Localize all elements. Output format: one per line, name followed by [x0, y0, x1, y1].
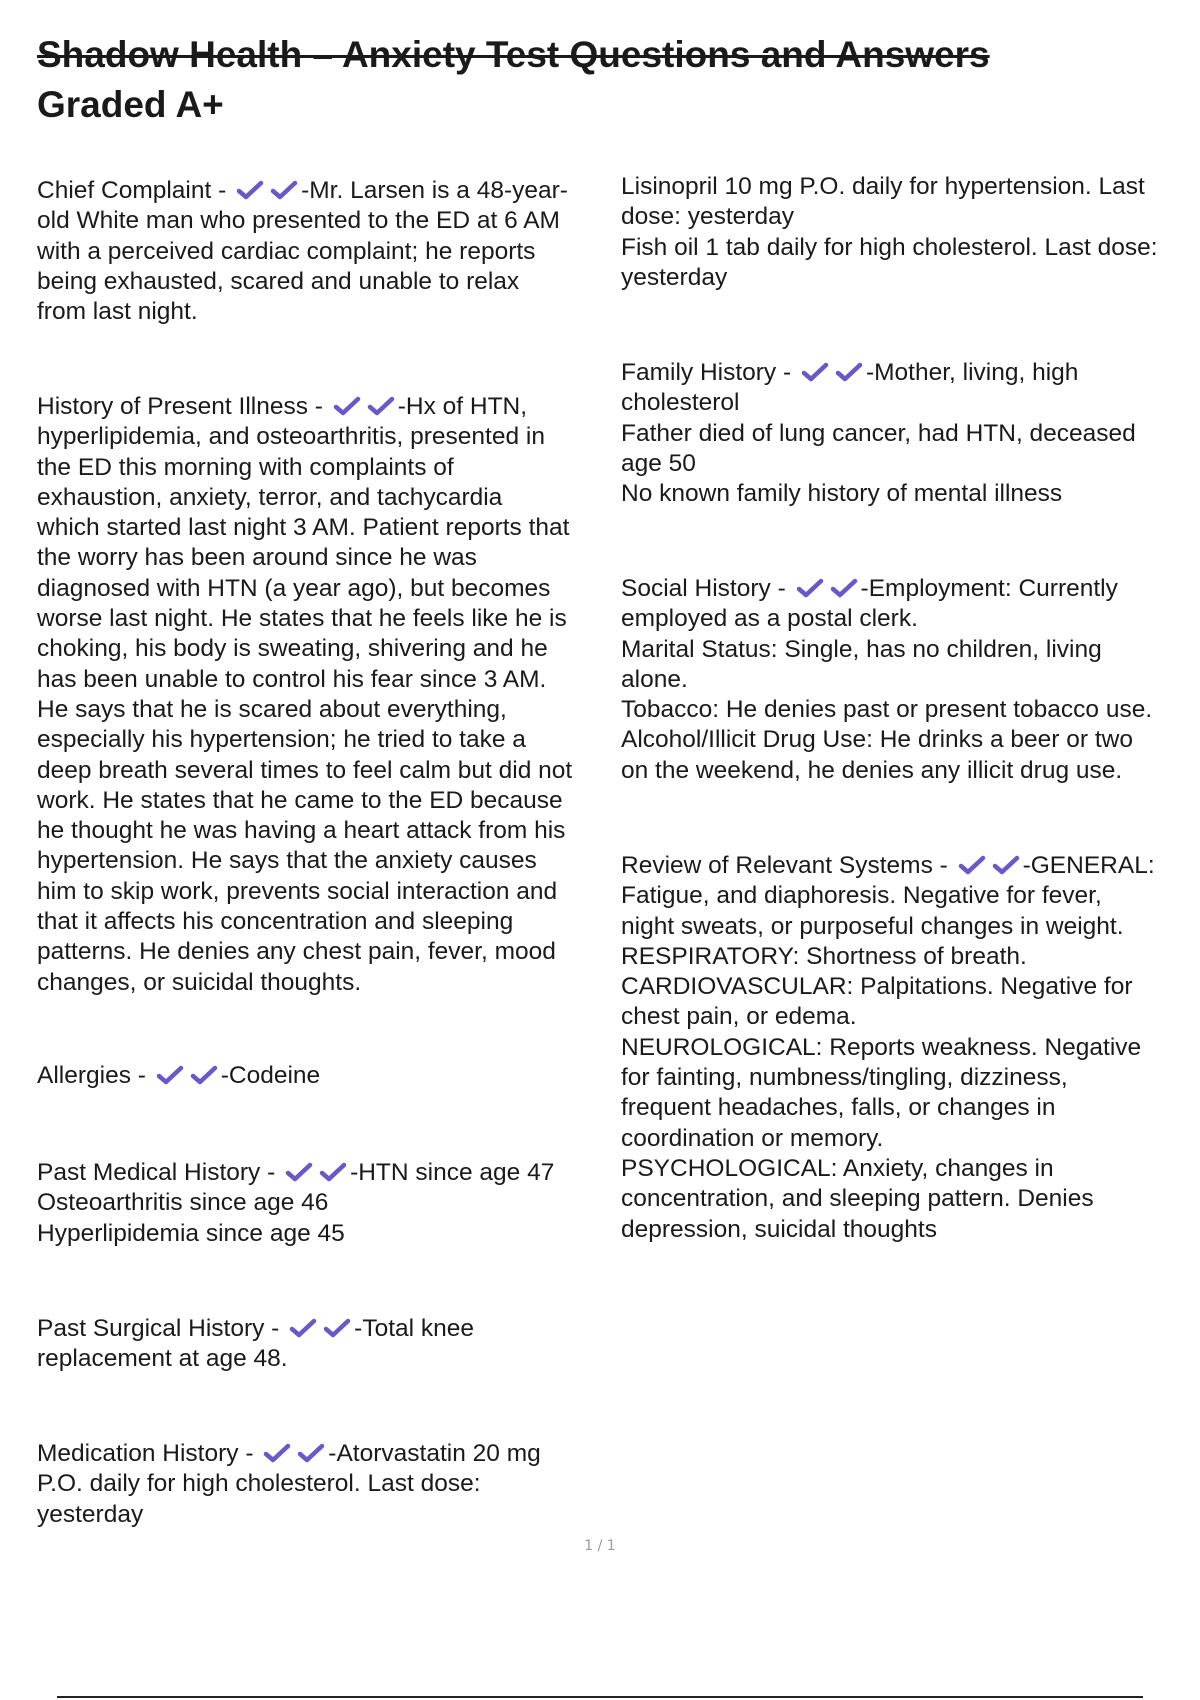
section-line: choking, his body is sweating, shivering and he: [37, 635, 548, 663]
section-line: worse last night. He states that he feels like he is: [37, 605, 567, 633]
checkmark-icon: [287, 1317, 319, 1339]
checkmark-icon: [234, 179, 266, 201]
section-line: changes, or suicidal thoughts.: [37, 968, 362, 996]
section-first-line-text: -Mr. Larsen is a 48-year-: [301, 177, 568, 204]
section-line: has been unable to control his fear since 3 AM.: [37, 665, 547, 693]
section-first-line: [37, 392, 617, 422]
section-line: the worry has been around since he was: [37, 544, 477, 572]
section-line: replacement at age 48.: [37, 1345, 288, 1373]
section-line: Fish oil 1 tab daily for high cholesterol. Last dose:: [621, 233, 1158, 261]
section-label: Past Medical History -: [37, 1159, 283, 1186]
section-line: employed as a postal clerk.: [621, 605, 918, 633]
section-line: P.O. daily for high cholesterol. Last dose:: [37, 1470, 481, 1498]
section-line: being exhausted, scared and unable to relax: [37, 267, 520, 295]
section-first-line-text: -GENERAL:: [1022, 852, 1155, 879]
section-line: patterns. He denies any chest pain, fever, mood: [37, 938, 556, 966]
section-medication-history: [37, 1439, 617, 1530]
section-line: diagnosed with HTN (a year ago), but becomes: [37, 574, 551, 602]
section-first-line: [37, 1158, 617, 1188]
checkmark-icon: [990, 854, 1022, 876]
checkmark-icon: [799, 361, 831, 383]
section-line: Marital Status: Single, has no children, living: [621, 635, 1102, 663]
title-line-1: Shadow Health – Anxiety Test Questions and Answers: [37, 34, 990, 75]
section-first-line: [37, 1439, 617, 1469]
section-first-line-text: -HTN since age 47: [350, 1159, 555, 1186]
section-first-line: [37, 1061, 617, 1091]
section-line: cholesterol: [621, 389, 740, 417]
section-label: Past Surgical History -: [37, 1315, 287, 1342]
section-line: No known family history of mental illness: [621, 480, 1063, 508]
section-line: hyperlipidemia, and osteoarthritis, presented in: [37, 423, 545, 451]
checkmark-icon: [154, 1064, 186, 1086]
section-first-line-text: -Total knee: [354, 1315, 475, 1342]
section-first-line-text: -Codeine: [220, 1062, 321, 1089]
section-line: hypertension. He says that the anxiety causes: [37, 847, 537, 875]
section-first-line-text: -Hx of HTN,: [397, 393, 528, 420]
section-first-line-text: -Employment: Currently: [860, 575, 1118, 602]
section-line: especially his hypertension; he tried to take a: [37, 726, 526, 754]
section-line: on the weekend, he denies any illicit drug use.: [621, 756, 1123, 784]
section-line: old White man who presented to the ED at 6 AM: [37, 207, 560, 235]
section-line: Fatigue, and diaphoresis. Negative for fever,: [621, 882, 1102, 910]
section-first-line: [621, 851, 1200, 881]
section-first-line-text: -Atorvastatin 20 mg: [328, 1440, 541, 1467]
section-allergies: [37, 1061, 617, 1091]
checkmark-icon: [283, 1161, 315, 1183]
section-medication-continued: [621, 172, 1200, 293]
section-line: from last night.: [37, 298, 198, 326]
section-line: age 50: [621, 449, 696, 477]
section-line: NEUROLOGICAL: Reports weakness. Negative: [621, 1033, 1142, 1061]
section-line: yesterday: [621, 263, 728, 291]
checkmark-icon: [317, 1161, 349, 1183]
section-label: Family History -: [621, 359, 798, 386]
section-line: he thought he was having a heart attack from his: [37, 817, 566, 845]
section-past-surgical-history: [37, 1314, 617, 1375]
section-hpi: [37, 392, 617, 998]
section-first-line: [621, 358, 1200, 388]
section-family-history: [621, 358, 1200, 509]
section-label: Social History -: [621, 575, 793, 602]
section-line: with a perceived cardiac complaint; he reports: [37, 237, 536, 265]
section-label: Chief Complaint -: [37, 177, 234, 204]
section-line: deep breath several times to feel calm but did not: [37, 756, 573, 784]
section-line: coordination or memory.: [621, 1124, 884, 1152]
section-line: He says that he is scared about everything,: [37, 695, 507, 723]
title-line-2: Graded A+: [37, 84, 224, 125]
document-title: [37, 30, 1157, 130]
section-first-line-text: -Mother, living, high: [865, 359, 1079, 386]
section-social-history: [621, 574, 1200, 786]
section-label: Medication History -: [37, 1440, 261, 1467]
section-line: exhaustion, anxiety, terror, and tachycardia: [37, 483, 503, 511]
section-label: History of Present Illness -: [37, 393, 330, 420]
checkmark-icon: [794, 577, 826, 599]
checkmark-icon: [365, 395, 397, 417]
section-line: Father died of lung cancer, had HTN, deceased: [621, 419, 1136, 447]
page-number: 1 / 1: [584, 1538, 616, 1554]
section-label: Review of Relevant Systems -: [621, 852, 955, 879]
section-chief-complaint: [37, 176, 617, 327]
section-line: Hyperlipidemia since age 45: [37, 1219, 345, 1247]
section-line: him to skip work, prevents social interaction and: [37, 877, 558, 905]
checkmark-icon: [331, 395, 363, 417]
section-line: Osteoarthritis since age 46: [37, 1189, 329, 1217]
checkmark-icon: [295, 1442, 327, 1464]
section-line: Tobacco: He denies past or present tobacco use.: [621, 696, 1153, 724]
checkmark-icon: [261, 1442, 293, 1464]
section-line: alone.: [621, 665, 688, 693]
section-line: Lisinopril 10 mg P.O. daily for hypertension. Last: [621, 173, 1145, 200]
section-first-line: [37, 176, 617, 206]
section-first-line: [37, 1314, 617, 1344]
section-line: frequent headaches, falls, or changes in: [621, 1094, 1056, 1122]
section-line: work. He states that he came to the ED because: [37, 786, 563, 814]
checkmark-icon: [833, 361, 865, 383]
checkmark-icon: [828, 577, 860, 599]
section-line: the ED this morning with complaints of: [37, 453, 454, 481]
section-line: concentration, and sleeping pattern. Denies: [621, 1185, 1094, 1213]
section-line: that it affects his concentration and sleeping: [37, 908, 514, 936]
section-first-line: [621, 574, 1200, 604]
checkmark-icon: [268, 179, 300, 201]
section-line: dose: yesterday: [621, 203, 794, 231]
section-line: RESPIRATORY: Shortness of breath.: [621, 942, 1027, 970]
checkmark-icon: [188, 1064, 220, 1086]
checkmark-icon: [956, 854, 988, 876]
section-line: depression, suicidal thoughts: [621, 1215, 937, 1243]
section-line: PSYCHOLOGICAL: Anxiety, changes in: [621, 1154, 1054, 1182]
section-line: CARDIOVASCULAR: Palpitations. Negative for: [621, 973, 1133, 1001]
section-line: night sweats, or purposeful changes in weight.: [621, 912, 1124, 940]
section-line: which started last night 3 AM. Patient reports that: [37, 514, 570, 542]
section-line: for fainting, numbness/tingling, dizziness,: [621, 1064, 1068, 1092]
section-line: yesterday: [37, 1500, 144, 1528]
section-label: Allergies -: [37, 1062, 153, 1089]
section-line: chest pain, or edema.: [621, 1003, 857, 1031]
checkmark-icon: [321, 1317, 353, 1339]
bottom-divider: [57, 1696, 1143, 1698]
section-past-medical-history: [37, 1158, 617, 1249]
section-review-of-systems: [621, 851, 1200, 1245]
section-line: Alcohol/Illicit Drug Use: He drinks a beer or two: [621, 726, 1133, 754]
